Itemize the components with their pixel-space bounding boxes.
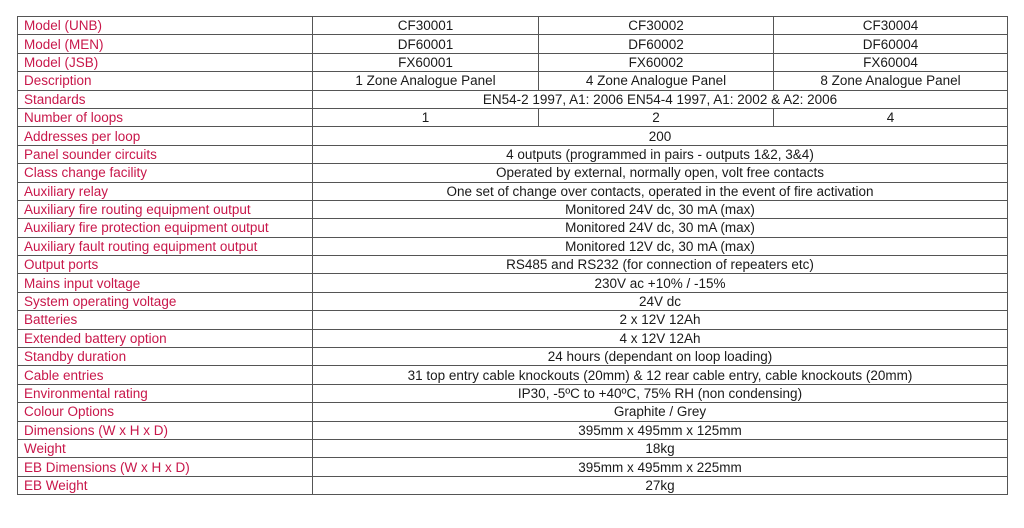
spec-label: Standby duration <box>18 348 313 366</box>
spec-label: Class change facility <box>18 164 313 182</box>
spec-value: 8 Zone Analogue Panel <box>774 72 1008 90</box>
table-row <box>18 219 1008 237</box>
spec-value: 2 <box>539 108 774 126</box>
spec-value: 4 Zone Analogue Panel <box>539 72 774 90</box>
spec-label: Panel sounder circuits <box>18 145 313 163</box>
table-row <box>18 237 1008 255</box>
spec-label: Mains input voltage <box>18 274 313 292</box>
table-row <box>18 145 1008 163</box>
spec-label: System operating voltage <box>18 292 313 310</box>
table-row <box>18 384 1008 402</box>
spec-value: 24 hours (dependant on loop loading) <box>313 348 1008 366</box>
spec-value: DF60002 <box>539 35 774 53</box>
spec-label: Batteries <box>18 311 313 329</box>
spec-value: 1 <box>313 108 539 126</box>
spec-value: FX60002 <box>539 53 774 71</box>
spec-value: 4 x 12V 12Ah <box>313 329 1008 347</box>
spec-label: Description <box>18 72 313 90</box>
spec-value: 31 top entry cable knockouts (20mm) & 12 rear cable entry, cable knockouts (20mm) <box>313 366 1008 384</box>
spec-value: Operated by external, normally open, volt free contacts <box>313 164 1008 182</box>
spec-table <box>17 16 1008 495</box>
table-row <box>18 90 1008 108</box>
spec-value: CF30004 <box>774 17 1008 35</box>
spec-label: Weight <box>18 439 313 457</box>
spec-label: Extended battery option <box>18 329 313 347</box>
spec-value: 1 Zone Analogue Panel <box>313 72 539 90</box>
table-row <box>18 108 1008 126</box>
table-row <box>18 72 1008 90</box>
spec-value: 4 <box>774 108 1008 126</box>
spec-label: Environmental rating <box>18 384 313 402</box>
spec-value: Monitored 24V dc, 30 mA (max) <box>313 200 1008 218</box>
spec-label: Colour Options <box>18 403 313 421</box>
spec-value: RS485 and RS232 (for connection of repeaters etc) <box>313 256 1008 274</box>
spec-label: Number of loops <box>18 108 313 126</box>
spec-label: Standards <box>18 90 313 108</box>
spec-label: Auxiliary fire protection equipment output <box>18 219 313 237</box>
spec-value: 4 outputs (programmed in pairs - outputs 1&2, 3&4) <box>313 145 1008 163</box>
spec-label: Model (JSB) <box>18 53 313 71</box>
table-row <box>18 439 1008 457</box>
table-row <box>18 53 1008 71</box>
table-row <box>18 274 1008 292</box>
table-row <box>18 256 1008 274</box>
spec-label: EB Dimensions (W x H x D) <box>18 458 313 476</box>
table-row <box>18 200 1008 218</box>
spec-value: FX60004 <box>774 53 1008 71</box>
spec-label: Output ports <box>18 256 313 274</box>
spec-label: Addresses per loop <box>18 127 313 145</box>
spec-label: Auxiliary fire routing equipment output <box>18 200 313 218</box>
spec-label: Auxiliary relay <box>18 182 313 200</box>
spec-value: 200 <box>313 127 1008 145</box>
spec-label: Cable entries <box>18 366 313 384</box>
table-row <box>18 35 1008 53</box>
spec-value: One set of change over contacts, operated in the event of fire activation <box>313 182 1008 200</box>
table-row <box>18 476 1008 494</box>
table-row <box>18 127 1008 145</box>
spec-value: 27kg <box>313 476 1008 494</box>
spec-value: 18kg <box>313 439 1008 457</box>
spec-value: DF60004 <box>774 35 1008 53</box>
table-row <box>18 311 1008 329</box>
table-row <box>18 348 1008 366</box>
table-row <box>18 403 1008 421</box>
spec-value: IP30, -5ºC to +40ºC, 75% RH (non condensing) <box>313 384 1008 402</box>
spec-value: 24V dc <box>313 292 1008 310</box>
spec-label: Dimensions (W x H x D) <box>18 421 313 439</box>
spec-value: Monitored 12V dc, 30 mA (max) <box>313 237 1008 255</box>
spec-label: EB Weight <box>18 476 313 494</box>
table-row <box>18 292 1008 310</box>
spec-value: Graphite / Grey <box>313 403 1008 421</box>
spec-value: EN54-2 1997, A1: 2006 EN54-4 1997, A1: 2002 & A2: 2006 <box>313 90 1008 108</box>
spec-value: Monitored 24V dc, 30 mA (max) <box>313 219 1008 237</box>
table-row <box>18 421 1008 439</box>
spec-value: 230V ac +10% / -15% <box>313 274 1008 292</box>
spec-value: CF30002 <box>539 17 774 35</box>
spec-label: Model (MEN) <box>18 35 313 53</box>
table-row <box>18 164 1008 182</box>
spec-label: Model (UNB) <box>18 17 313 35</box>
spec-value: 395mm x 495mm x 225mm <box>313 458 1008 476</box>
spec-value: CF30001 <box>313 17 539 35</box>
table-row <box>18 458 1008 476</box>
spec-table-body <box>18 17 1008 495</box>
table-row <box>18 182 1008 200</box>
table-row <box>18 329 1008 347</box>
table-row <box>18 17 1008 35</box>
spec-value: 2 x 12V 12Ah <box>313 311 1008 329</box>
spec-label: Auxiliary fault routing equipment output <box>18 237 313 255</box>
spec-value: FX60001 <box>313 53 539 71</box>
spec-value: DF60001 <box>313 35 539 53</box>
table-row <box>18 366 1008 384</box>
spec-value: 395mm x 495mm x 125mm <box>313 421 1008 439</box>
